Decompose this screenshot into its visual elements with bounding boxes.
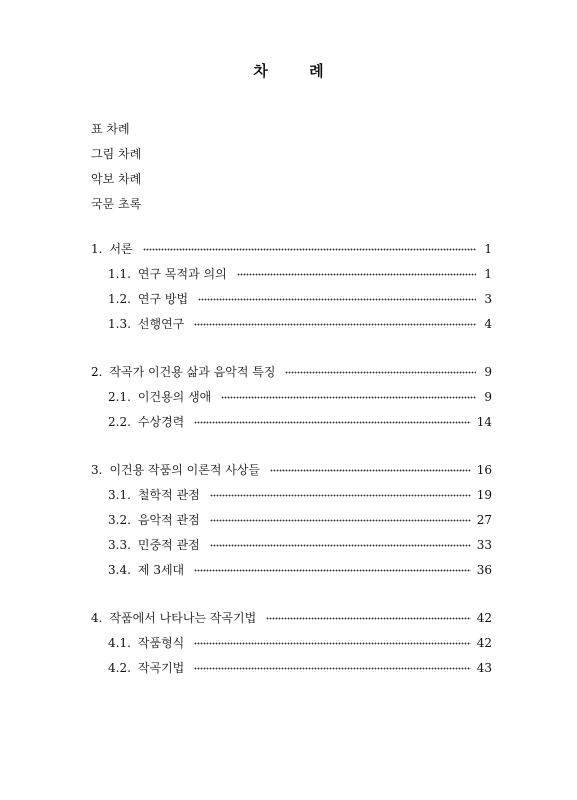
toc-entry-label: 이건용 작품의 이론적 사상들 [109,463,261,477]
toc-entry-number: 1. [91,242,103,256]
toc-chapter [91,606,492,681]
toc-entry-number: 3.2. [108,513,131,527]
toc-entry-chapter[interactable] [91,237,492,262]
front-matter-item[interactable]: 국문 초록 [91,197,142,211]
toc-entry-page: 33 [476,538,492,552]
toc-entry-number: 4.1. [108,636,131,650]
toc-entry-page: 1 [484,267,492,281]
toc-entry-number: 3.3. [108,538,131,552]
toc-entry-label: 이건용의 생애 [137,390,212,404]
toc-entry-number: 2.2. [108,415,131,429]
toc-entry-chapter[interactable] [91,360,492,385]
toc-entry-page: 9 [484,390,492,404]
toc-entry-number: 3.4. [108,563,131,577]
toc-entry-section[interactable] [91,483,492,508]
toc-entry-label: 민중적 관점 [137,538,200,552]
dot-leader [194,642,470,646]
dot-leader [194,323,476,327]
toc-entry-section[interactable] [91,262,492,287]
toc-entry-page: 36 [476,563,492,577]
toc-entry-number: 4.2. [108,661,131,675]
toc-entry-number: 3. [91,463,103,477]
toc-entry-page: 9 [484,365,492,379]
dot-leader [210,519,471,523]
toc-entry-section[interactable] [91,312,492,337]
toc-entry-page: 27 [476,513,492,527]
toc-entry-page: 14 [476,415,492,429]
toc-entry-chapter[interactable] [91,606,492,631]
toc-entry-label: 작곡기법 [137,661,185,675]
toc-entry-page: 19 [476,488,492,502]
page-title: 차 례 [253,62,342,80]
dot-leader [285,371,476,375]
toc-entry-page: 16 [476,463,492,477]
front-matter-item[interactable]: 표 차례 [91,122,130,136]
front-matter-item[interactable]: 악보 차례 [91,172,142,186]
toc-entry-number: 3.1. [108,488,131,502]
toc-entry-label: 작품형식 [137,636,185,650]
toc-entry-number: 1.2. [108,292,131,306]
toc-entry-page: 3 [484,292,492,306]
toc-entry-label: 연구 방법 [137,292,189,306]
toc-entry-page: 42 [476,611,492,625]
toc-chapter [91,237,492,337]
toc-entry-page: 1 [484,242,492,256]
toc-entry-number: 2. [91,365,103,379]
toc-entry-label: 선행연구 [137,317,185,331]
toc-chapter [91,360,492,435]
toc-entry-page: 4 [484,317,492,331]
dot-leader [270,469,471,473]
toc-entry-section[interactable] [91,508,492,533]
toc-entry-label: 작곡가 이건용 삶과 음악적 특징 [109,365,276,379]
dot-leader [266,617,471,621]
dot-leader [221,396,476,400]
toc-entry-page: 42 [476,636,492,650]
toc-entry-section[interactable] [91,410,492,435]
toc-entry-label: 작품에서 나타나는 작곡기법 [109,611,257,625]
toc-entry-label: 연구 목적과 의의 [137,267,227,281]
dot-leader [143,248,476,252]
toc-entry-section[interactable] [91,533,492,558]
toc-chapter [91,458,492,583]
front-matter-item[interactable]: 그림 차례 [91,147,142,161]
toc-entry-number: 1.3. [108,317,131,331]
dot-leader [194,667,470,671]
front-matter-list [91,117,141,217]
dot-leader [194,421,470,425]
toc-entry-section[interactable] [91,631,492,656]
dot-leader [194,569,471,573]
toc-entry-number: 2.1. [108,390,131,404]
toc-entry-section[interactable] [91,558,492,583]
toc-entry-number: 1.1. [108,267,131,281]
toc-entry-page: 43 [476,661,492,675]
toc-entry-label: 수상경력 [137,415,185,429]
dot-leader [198,298,476,302]
dot-leader [237,273,476,277]
table-of-contents [91,237,492,704]
toc-entry-label: 제 3세대 [137,563,185,577]
toc-entry-label: 철학적 관점 [137,488,200,502]
toc-entry-label: 서론 [109,242,133,256]
dot-leader [210,544,471,548]
toc-entry-label: 음악적 관점 [137,513,200,527]
toc-entry-number: 4. [91,611,103,625]
toc-entry-section[interactable] [91,385,492,410]
dot-leader [210,494,471,498]
toc-entry-chapter[interactable] [91,458,492,483]
toc-entry-section[interactable] [91,656,492,681]
toc-entry-section[interactable] [91,287,492,312]
